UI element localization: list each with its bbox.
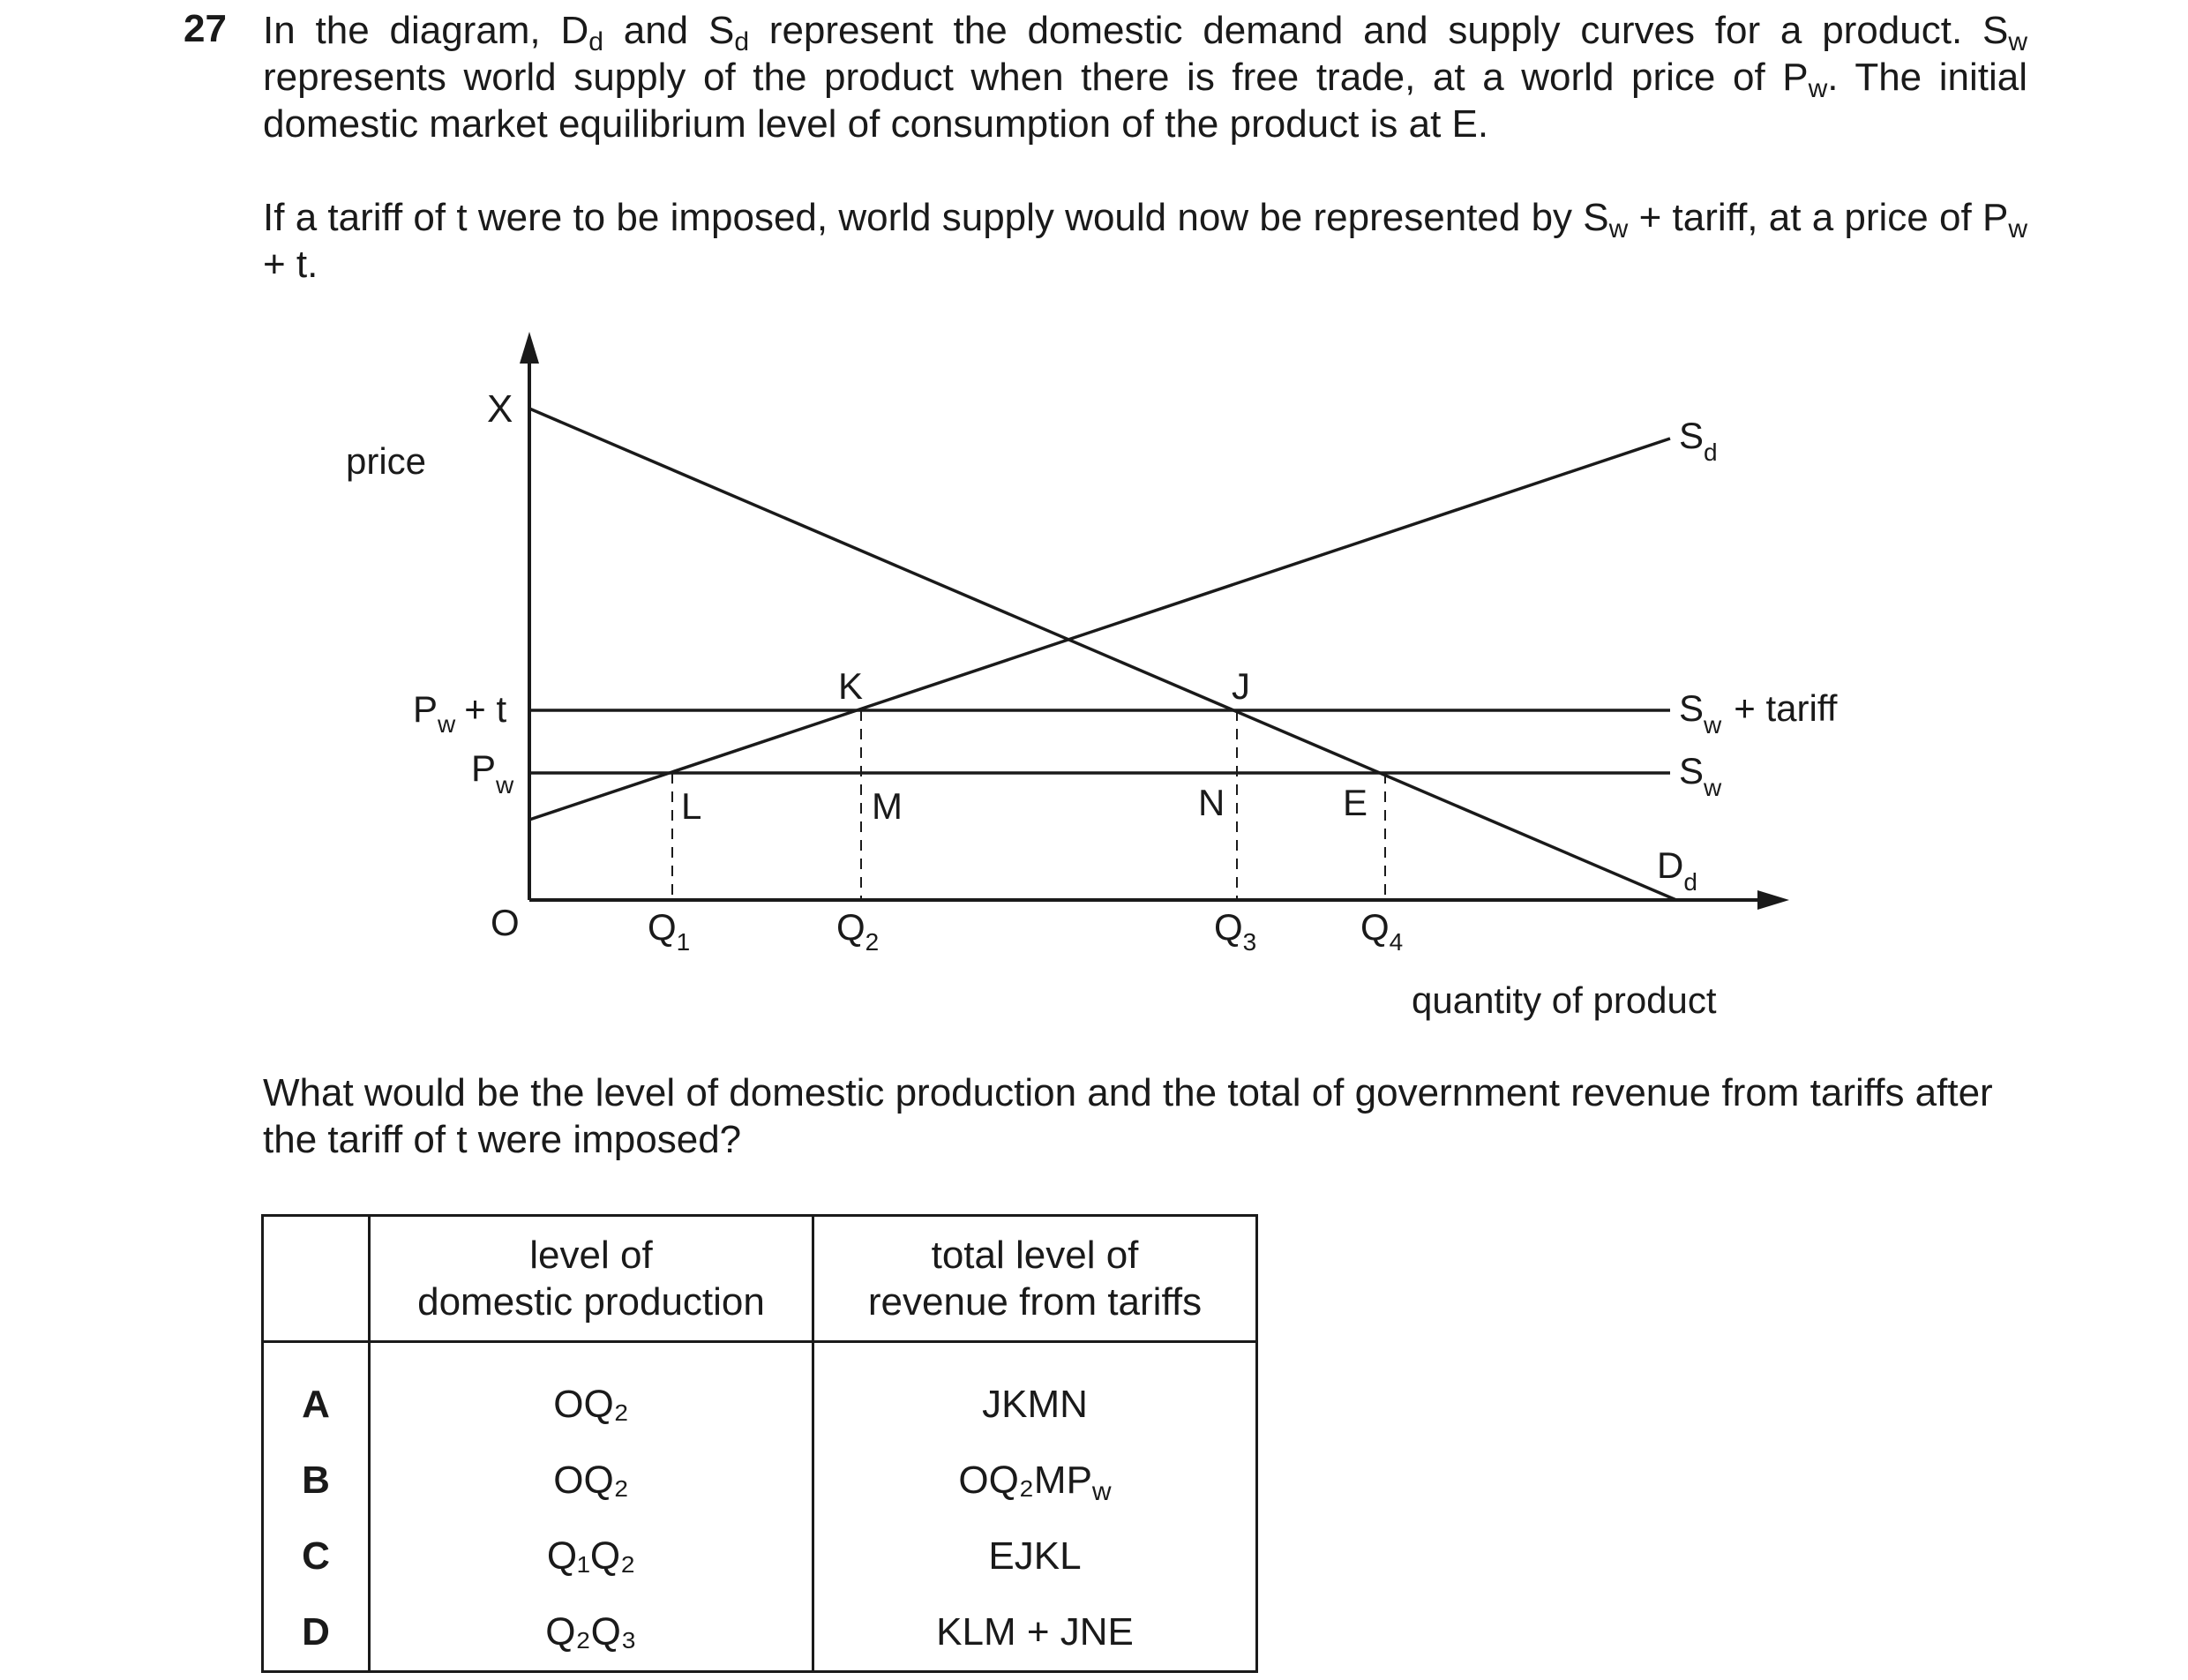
question-intro: In the diagram, $D_d$ and $S_d$ represent the domestic demand and supply curves for a product. $S_w$ represents world supply of the product when there is free trade, at a world price of $P_w$. The initial domestic market equilibrium level of consumption of the product is at E.: [263, 9, 2027, 146]
curve-sw-tariff-label: $S_w$ + tariff: [1679, 687, 1838, 739]
option-revenue: KLM + JNE: [813, 1594, 1257, 1672]
option-revenue: EJKL: [813, 1519, 1257, 1594]
table-row[interactable]: [263, 1594, 1257, 1672]
curve-sd-label: $S_d$: [1679, 415, 1718, 466]
y-axis-arrow: [520, 332, 539, 364]
point-k-label: K: [838, 665, 864, 707]
option-letter: C: [263, 1519, 370, 1594]
curve-sw-label: $S_w$: [1679, 750, 1722, 801]
table-header-production: level of domestic production: [370, 1216, 813, 1342]
answer-options-table: [261, 1214, 1258, 1673]
curve-dd-label: $D_d$: [1657, 844, 1697, 896]
option-production: Q₁Q₂: [370, 1519, 813, 1594]
option-production: Q₂Q₃: [370, 1594, 813, 1672]
table-header-row: [263, 1216, 1257, 1342]
q2-label: $Q_2$: [836, 906, 880, 956]
origin-label: O: [491, 902, 520, 943]
option-letter: A: [263, 1342, 370, 1443]
point-l-label: L: [681, 785, 702, 827]
question-number: 27: [184, 7, 227, 50]
option-letter: D: [263, 1594, 370, 1672]
option-production: OQ₂: [370, 1342, 813, 1443]
table-header-empty: [263, 1216, 370, 1342]
q1-label: $Q_1$: [648, 906, 691, 956]
option-revenue: $OQ_2MP_w$: [813, 1443, 1257, 1519]
point-j-label: J: [1232, 665, 1250, 707]
table-header-revenue: total level of revenue from tariffs: [813, 1216, 1257, 1342]
price-pw-plus-t-label: $P_w + t$: [413, 688, 507, 738]
point-m-label: M: [872, 785, 903, 827]
question-tariff-text: If a tariff of t were to be imposed, world supply would now be represented by $S_w$ + tariff, at a price of $P_w + t$.: [263, 196, 2027, 286]
table-row[interactable]: [263, 1443, 1257, 1519]
table-row[interactable]: [263, 1342, 1257, 1443]
option-production: OQ₂: [370, 1443, 813, 1519]
supply-curve: [529, 439, 1670, 820]
x-axis-arrow: [1757, 890, 1789, 910]
point-e-label: E: [1343, 782, 1368, 823]
y-axis-label: price: [346, 440, 427, 482]
option-letter: B: [263, 1443, 370, 1519]
table-row[interactable]: [263, 1519, 1257, 1594]
option-revenue: JKMN: [813, 1342, 1257, 1443]
x-axis-label: quantity of product: [1412, 979, 1717, 1021]
q3-label: $Q_3$: [1214, 906, 1257, 956]
point-n-label: N: [1198, 782, 1225, 823]
q4-label: $Q_4$: [1360, 906, 1404, 956]
point-x-label: X: [487, 387, 513, 431]
price-pw-label: $P_w$: [471, 747, 514, 799]
question-prompt: What would be the level of domestic production and the total of government revenue from tariffs after the tariff of t were imposed?: [263, 1071, 1993, 1161]
